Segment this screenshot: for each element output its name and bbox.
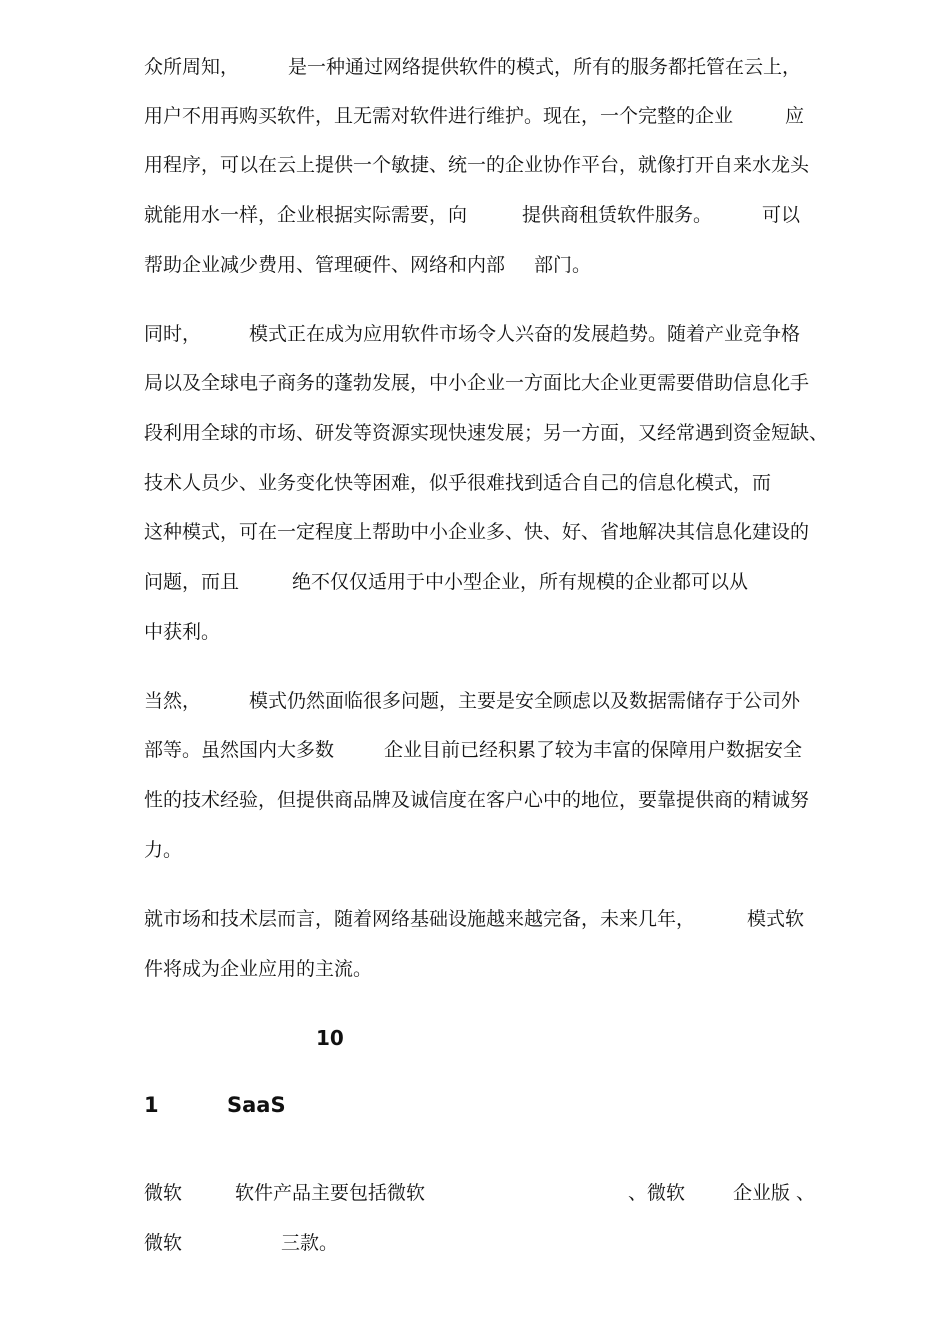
- text-segment: 是一种通过网络提供软件的模式，所有的服务都托管在云上，: [288, 56, 802, 78]
- text-segment: 软件产品主要包括微软: [235, 1182, 426, 1204]
- text-segment: 同时，: [144, 323, 202, 345]
- section-number: 1: [144, 1093, 159, 1117]
- text-segment: 企业目前已经积累了较为丰富的保障用户数据安全: [384, 739, 803, 761]
- text-segment: 微软: [144, 1182, 183, 1204]
- text-segment: 中获利。: [144, 621, 221, 643]
- text-segment: 力。: [144, 839, 183, 861]
- text-segment: 问题，而且: [144, 571, 240, 593]
- heading-number: 10: [316, 1026, 344, 1050]
- text-segment: 模式软: [747, 908, 805, 930]
- text-segment: 企业版 、: [733, 1182, 816, 1204]
- text-segment: 这种模式，可在一定程度上帮助中小企业多、快、好、省地解决其信息化建设的: [144, 521, 810, 543]
- text-segment: 当然，: [144, 690, 202, 712]
- text-segment: 三款。: [281, 1232, 339, 1254]
- text-segment: 提供商租赁软件服务。: [522, 204, 713, 226]
- text-segment: 、微软: [628, 1182, 686, 1204]
- section-title: SaaS: [227, 1093, 286, 1117]
- text-segment: 应: [785, 105, 805, 127]
- text-segment: 用程序，可以在云上提供一个敏捷、统一的企业协作平台，就像打开自来水龙头: [144, 154, 810, 176]
- text-segment: 众所周知，: [144, 56, 240, 78]
- text-segment: 部等。虽然国内大多数: [144, 739, 335, 761]
- text-segment: 局以及全球电子商务的蓬勃发展，中小企业一方面比大企业更需要借助信息化手: [144, 372, 810, 394]
- text-segment: 可以: [762, 204, 801, 226]
- text-segment: 微软: [144, 1232, 183, 1254]
- text-segment: 帮助企业减少费用、管理硬件、网络和内部: [144, 254, 506, 276]
- text-segment: 部门。: [534, 254, 592, 276]
- text-segment: 用户不用再购买软件，且无需对软件进行维护。现在，一个完整的企业: [144, 105, 734, 127]
- text-segment: 段利用全球的市场、研发等资源实现快速发展；另一方面，又经常遇到资金短缺、: [144, 422, 829, 444]
- text-segment: 模式正在成为应用软件市场令人兴奋的发展趋势。随着产业竞争格: [249, 323, 801, 345]
- text-segment: 就能用水一样，企业根据实际需要，向: [144, 204, 468, 226]
- text-segment: 绝不仅仅适用于中小型企业，所有规模的企业都可以从: [292, 571, 749, 593]
- text-segment: 模式仍然面临很多问题，主要是安全顾虑以及数据需储存于公司外: [249, 690, 801, 712]
- text-segment: 技术人员少、业务变化快等困难，似乎很难找到适合自己的信息化模式，而: [144, 472, 772, 494]
- text-segment: 就市场和技术层而言，随着网络基础设施越来越完备，未来几年，: [144, 908, 696, 930]
- text-segment: 性的技术经验，但提供商品牌及诚信度在客户心中的地位，要靠提供商的精诚努: [144, 789, 810, 811]
- text-segment: 件将成为企业应用的主流。: [144, 958, 373, 980]
